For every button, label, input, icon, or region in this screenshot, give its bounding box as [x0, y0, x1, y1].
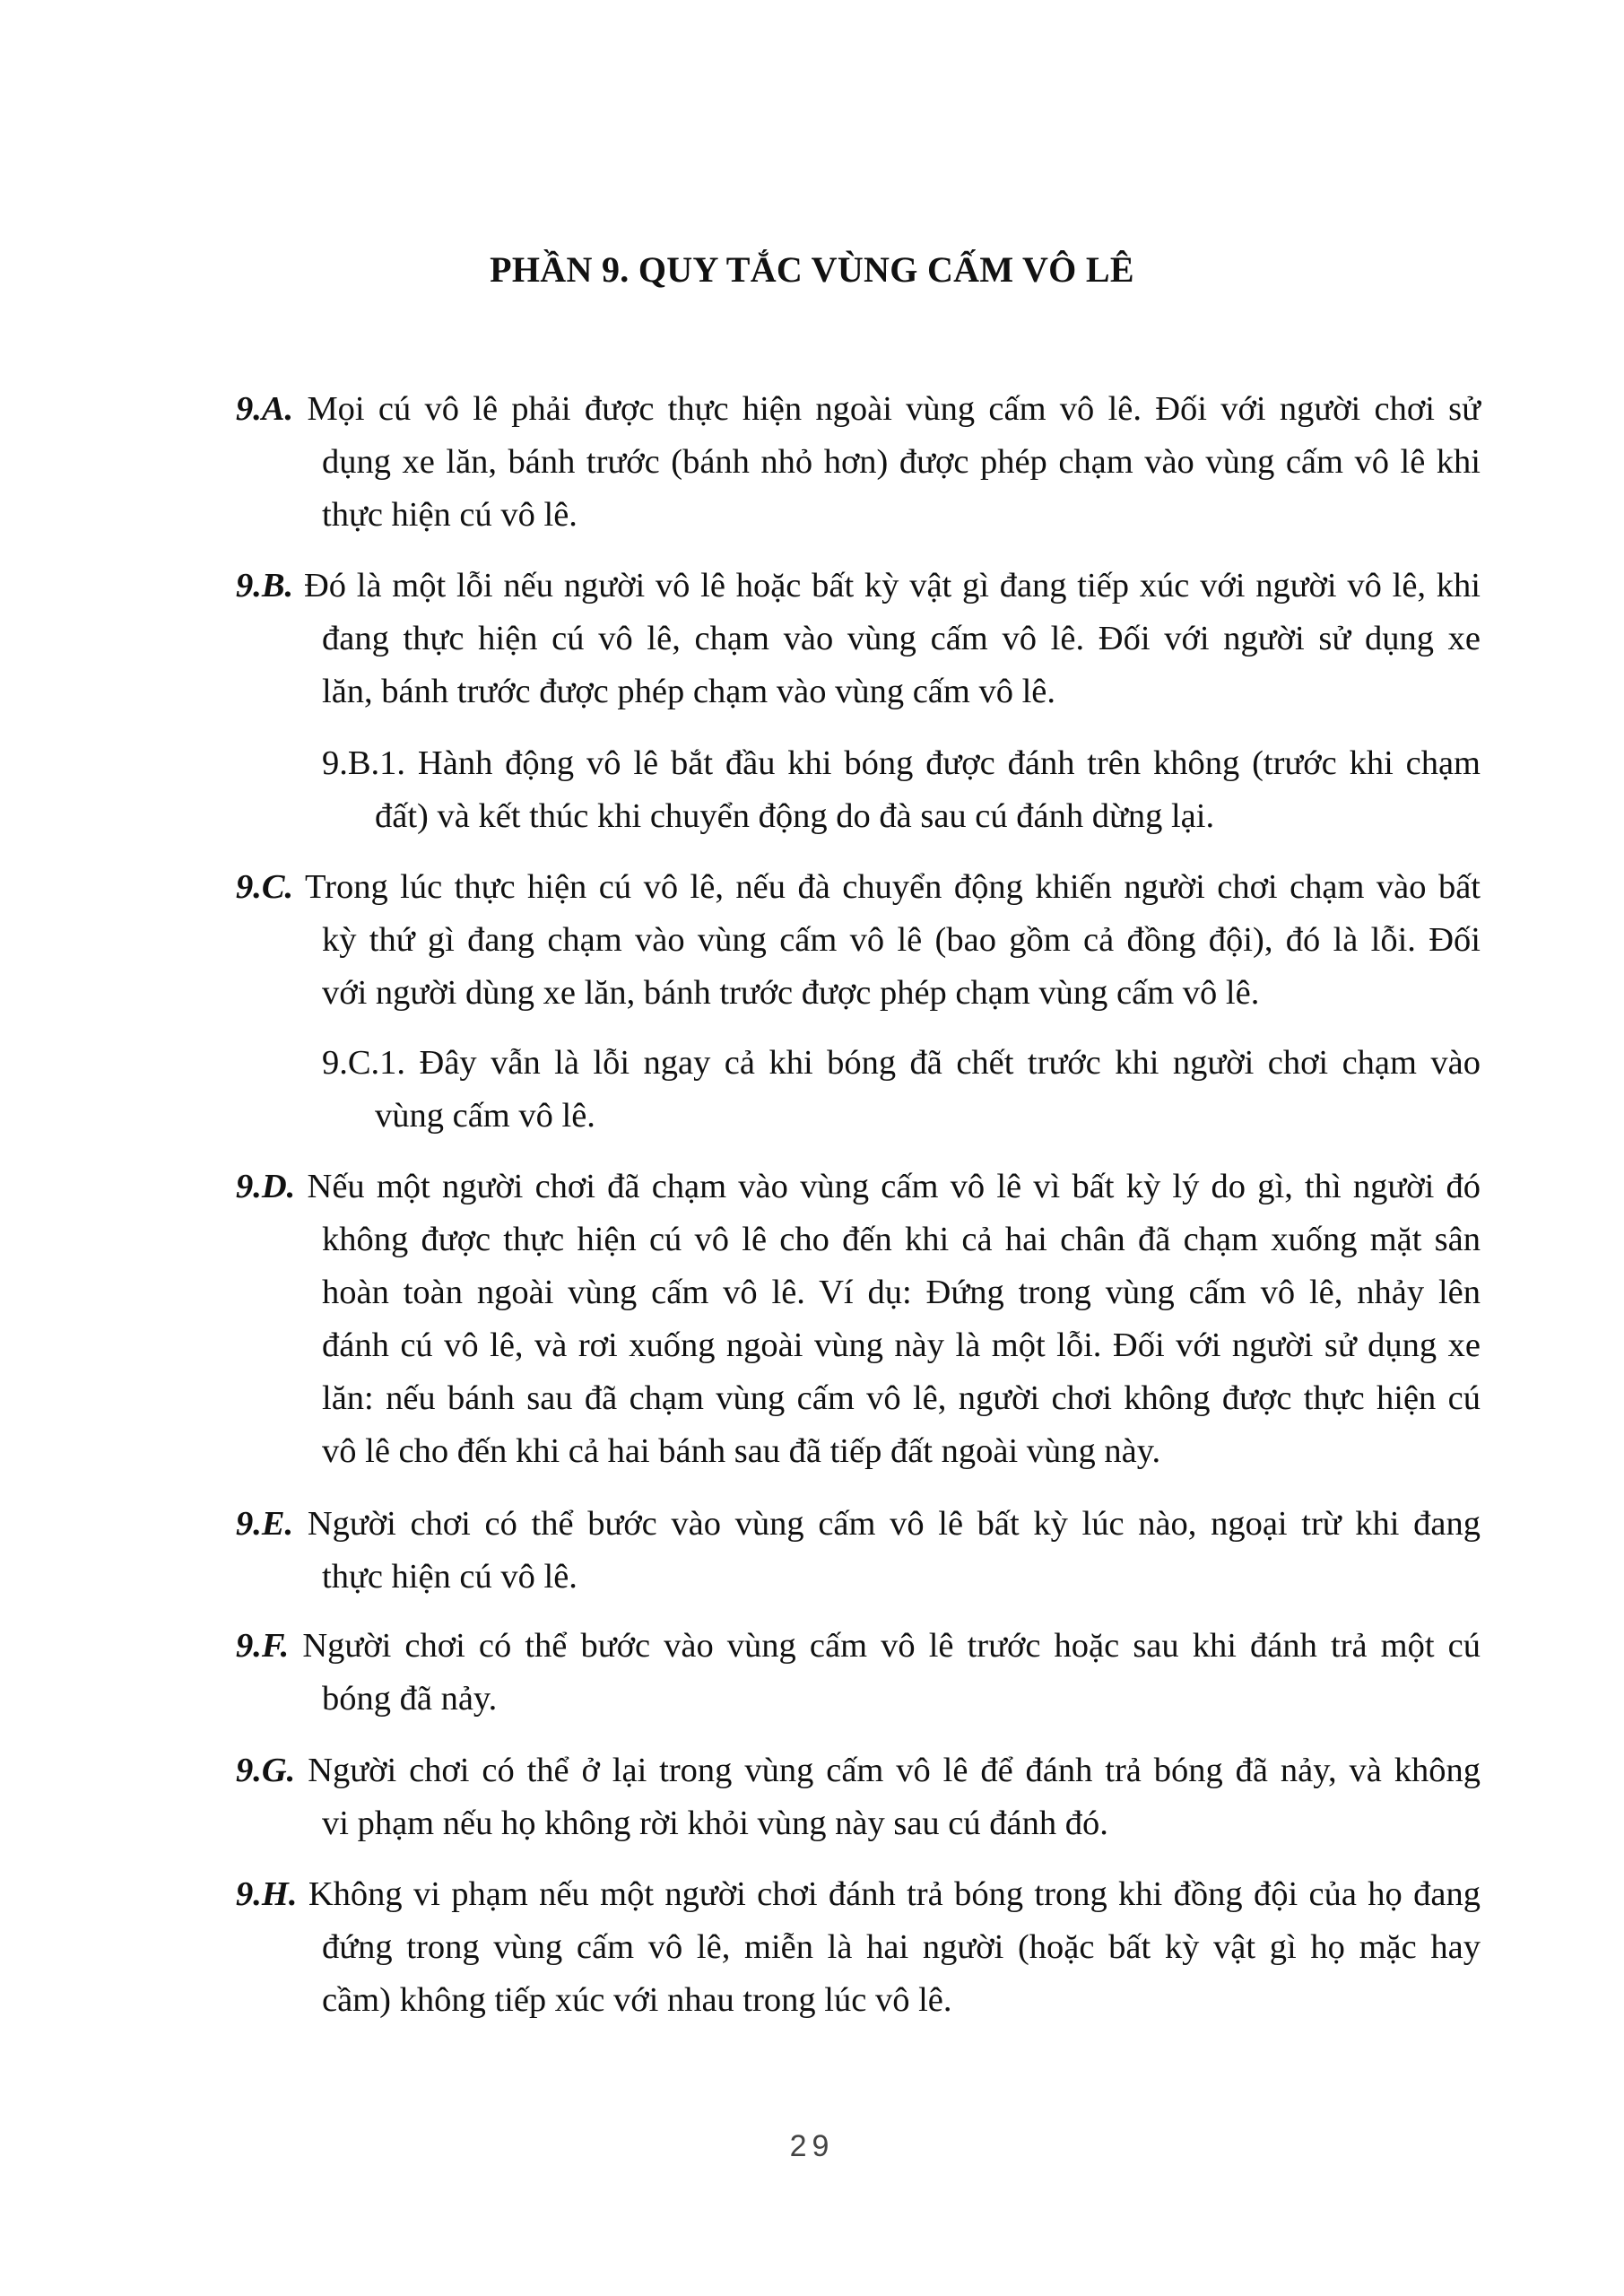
rule-text: kỳ thứ gì đang chạm vào vùng cấm vô lê (bao gồm cả đồng đội), đó là lỗi. Đối — [322, 921, 1481, 959]
rule-line — [322, 1673, 1481, 1726]
rule-text: Người chơi có thể ở lại trong vùng cấm vô lê để đánh trả bóng đã nảy, và không — [308, 1752, 1481, 1789]
rule-line — [322, 1319, 1481, 1372]
rule-line — [322, 1372, 1481, 1425]
rule-text: bóng đã nảy. — [322, 1680, 498, 1718]
rule-line — [236, 1620, 1481, 1673]
rule-line — [322, 1213, 1481, 1266]
rule-text: đứng trong vùng cấm vô lê, miễn là hai người (hoặc bất kỳ vật gì họ mặc hay — [322, 1928, 1481, 1966]
section-title: PHẦN 9. QUY TẮC VÙNG CẤM VÔ LÊ — [490, 249, 1134, 290]
rule-text: đánh cú vô lê, và rơi xuống ngoài vùng này là một lỗi. Đối với người sử dụng xe — [322, 1326, 1481, 1364]
rule-text: vi phạm nếu họ không rời khỏi vùng này sau cú đánh đó. — [322, 1805, 1108, 1842]
rule-text: Nếu một người chơi đã chạm vào vùng cấm vô lê vì bất kỳ lý do gì, thì người đó — [307, 1168, 1481, 1205]
rule-label: 9.C.1. — [322, 1044, 406, 1082]
rule-text: cầm) không tiếp xúc với nhau trong lúc vô lê. — [322, 1981, 952, 2019]
rule-label: 9.E. — [236, 1505, 294, 1543]
rule-text: Hành động vô lê bắt đầu khi bóng được đánh trên không (trước khi chạm — [417, 744, 1481, 782]
rule-line — [322, 613, 1481, 665]
rule-text: lăn, bánh trước được phép chạm vào vùng cấm vô lê. — [322, 673, 1055, 710]
rule-text: dụng xe lăn, bánh trước (bánh nhỏ hơn) được phép chạm vào vùng cấm vô lê khi — [322, 443, 1481, 481]
rule-line — [322, 914, 1481, 967]
rule-text: vùng cấm vô lê. — [375, 1097, 595, 1135]
rule-text: Không vi phạm nếu một người chơi đánh trả bóng trong khi đồng đội của họ đang — [308, 1875, 1481, 1913]
rule — [236, 1868, 1481, 2027]
rule-text: với người dùng xe lăn, bánh trước được phép chạm vùng cấm vô lê. — [322, 974, 1260, 1012]
rule — [236, 1620, 1481, 1726]
rule-label: 9.F. — [236, 1627, 290, 1665]
rule-label: 9.B. — [236, 567, 294, 604]
rule-line — [375, 1090, 1481, 1143]
rule — [236, 383, 1481, 542]
rule-text: Trong lúc thực hiện cú vô lê, nếu đà chuyển động khiến người chơi chạm vào bất — [304, 868, 1481, 906]
rule — [236, 1744, 1481, 1850]
rule-line — [236, 1744, 1481, 1797]
rule-text: lăn: nếu bánh sau đã chạm vùng cấm vô lê, người chơi không được thực hiện cú — [322, 1379, 1481, 1417]
rule-text: Đó là một lỗi nếu người vô lê hoặc bất kỳ vật gì đang tiếp xúc với người vô lê, khi — [303, 567, 1481, 604]
rule-label: 9.G. — [236, 1752, 296, 1789]
rule-text: không được thực hiện cú vô lê cho đến khi cả hai chân đã chạm xuống mặt sân — [322, 1221, 1481, 1258]
rule-line — [322, 489, 1481, 542]
rule-line — [322, 967, 1481, 1020]
rule-line — [322, 1266, 1481, 1319]
rule-line — [322, 1037, 1481, 1090]
rule-label: 9.A. — [236, 390, 294, 428]
rule-line — [322, 1797, 1481, 1850]
rule-line — [236, 1161, 1481, 1213]
rule-text: Đây vẫn là lỗi ngay cả khi bóng đã chết trước khi người chơi chạm vào — [419, 1044, 1481, 1082]
rule-text: đất) và kết thúc khi chuyển động do đà sau cú đánh dừng lại. — [375, 797, 1215, 835]
page-number: 29 — [789, 2129, 835, 2163]
rule — [236, 1498, 1481, 1604]
rule-text: thực hiện cú vô lê. — [322, 496, 578, 534]
rule-label: 9.B.1. — [322, 744, 406, 782]
rule-line — [322, 1921, 1481, 1974]
rule-line — [236, 1868, 1481, 1921]
rule-line — [322, 1551, 1481, 1604]
rule — [236, 560, 1481, 718]
rule-line — [236, 383, 1481, 436]
sub-rule — [322, 737, 1481, 843]
rule-text: Mọi cú vô lê phải được thực hiện ngoài vùng cấm vô lê. Đối với người chơi sử — [307, 390, 1481, 428]
rule — [236, 1161, 1481, 1478]
rule-text: Người chơi có thể bước vào vùng cấm vô lê trước hoặc sau khi đánh trả một cú — [302, 1627, 1481, 1665]
rule-text: đang thực hiện cú vô lê, chạm vào vùng cấm vô lê. Đối với người sử dụng xe — [322, 620, 1481, 657]
rule-label: 9.H. — [236, 1875, 298, 1913]
rule-line — [236, 861, 1481, 914]
rule-line — [236, 1498, 1481, 1551]
rule-line — [322, 1974, 1481, 2027]
rule — [236, 861, 1481, 1020]
rule-line — [322, 1425, 1481, 1478]
rule-line — [375, 790, 1481, 843]
rule-text: Người chơi có thể bước vào vùng cấm vô lê bất kỳ lúc nào, ngoại trừ khi đang — [307, 1505, 1481, 1543]
rule-text: thực hiện cú vô lê. — [322, 1558, 578, 1596]
rule-label: 9.D. — [236, 1168, 296, 1205]
rule-label: 9.C. — [236, 868, 294, 906]
sub-rule — [322, 1037, 1481, 1143]
rule-text: hoàn toàn ngoài vùng cấm vô lê. Ví dụ: Đứng trong vùng cấm vô lê, nhảy lên — [322, 1274, 1481, 1311]
rule-text: vô lê cho đến khi cả hai bánh sau đã tiếp đất ngoài vùng này. — [322, 1432, 1161, 1470]
rule-line — [236, 560, 1481, 613]
rule-line — [322, 665, 1481, 718]
rule-line — [322, 737, 1481, 790]
rule-line — [322, 436, 1481, 489]
